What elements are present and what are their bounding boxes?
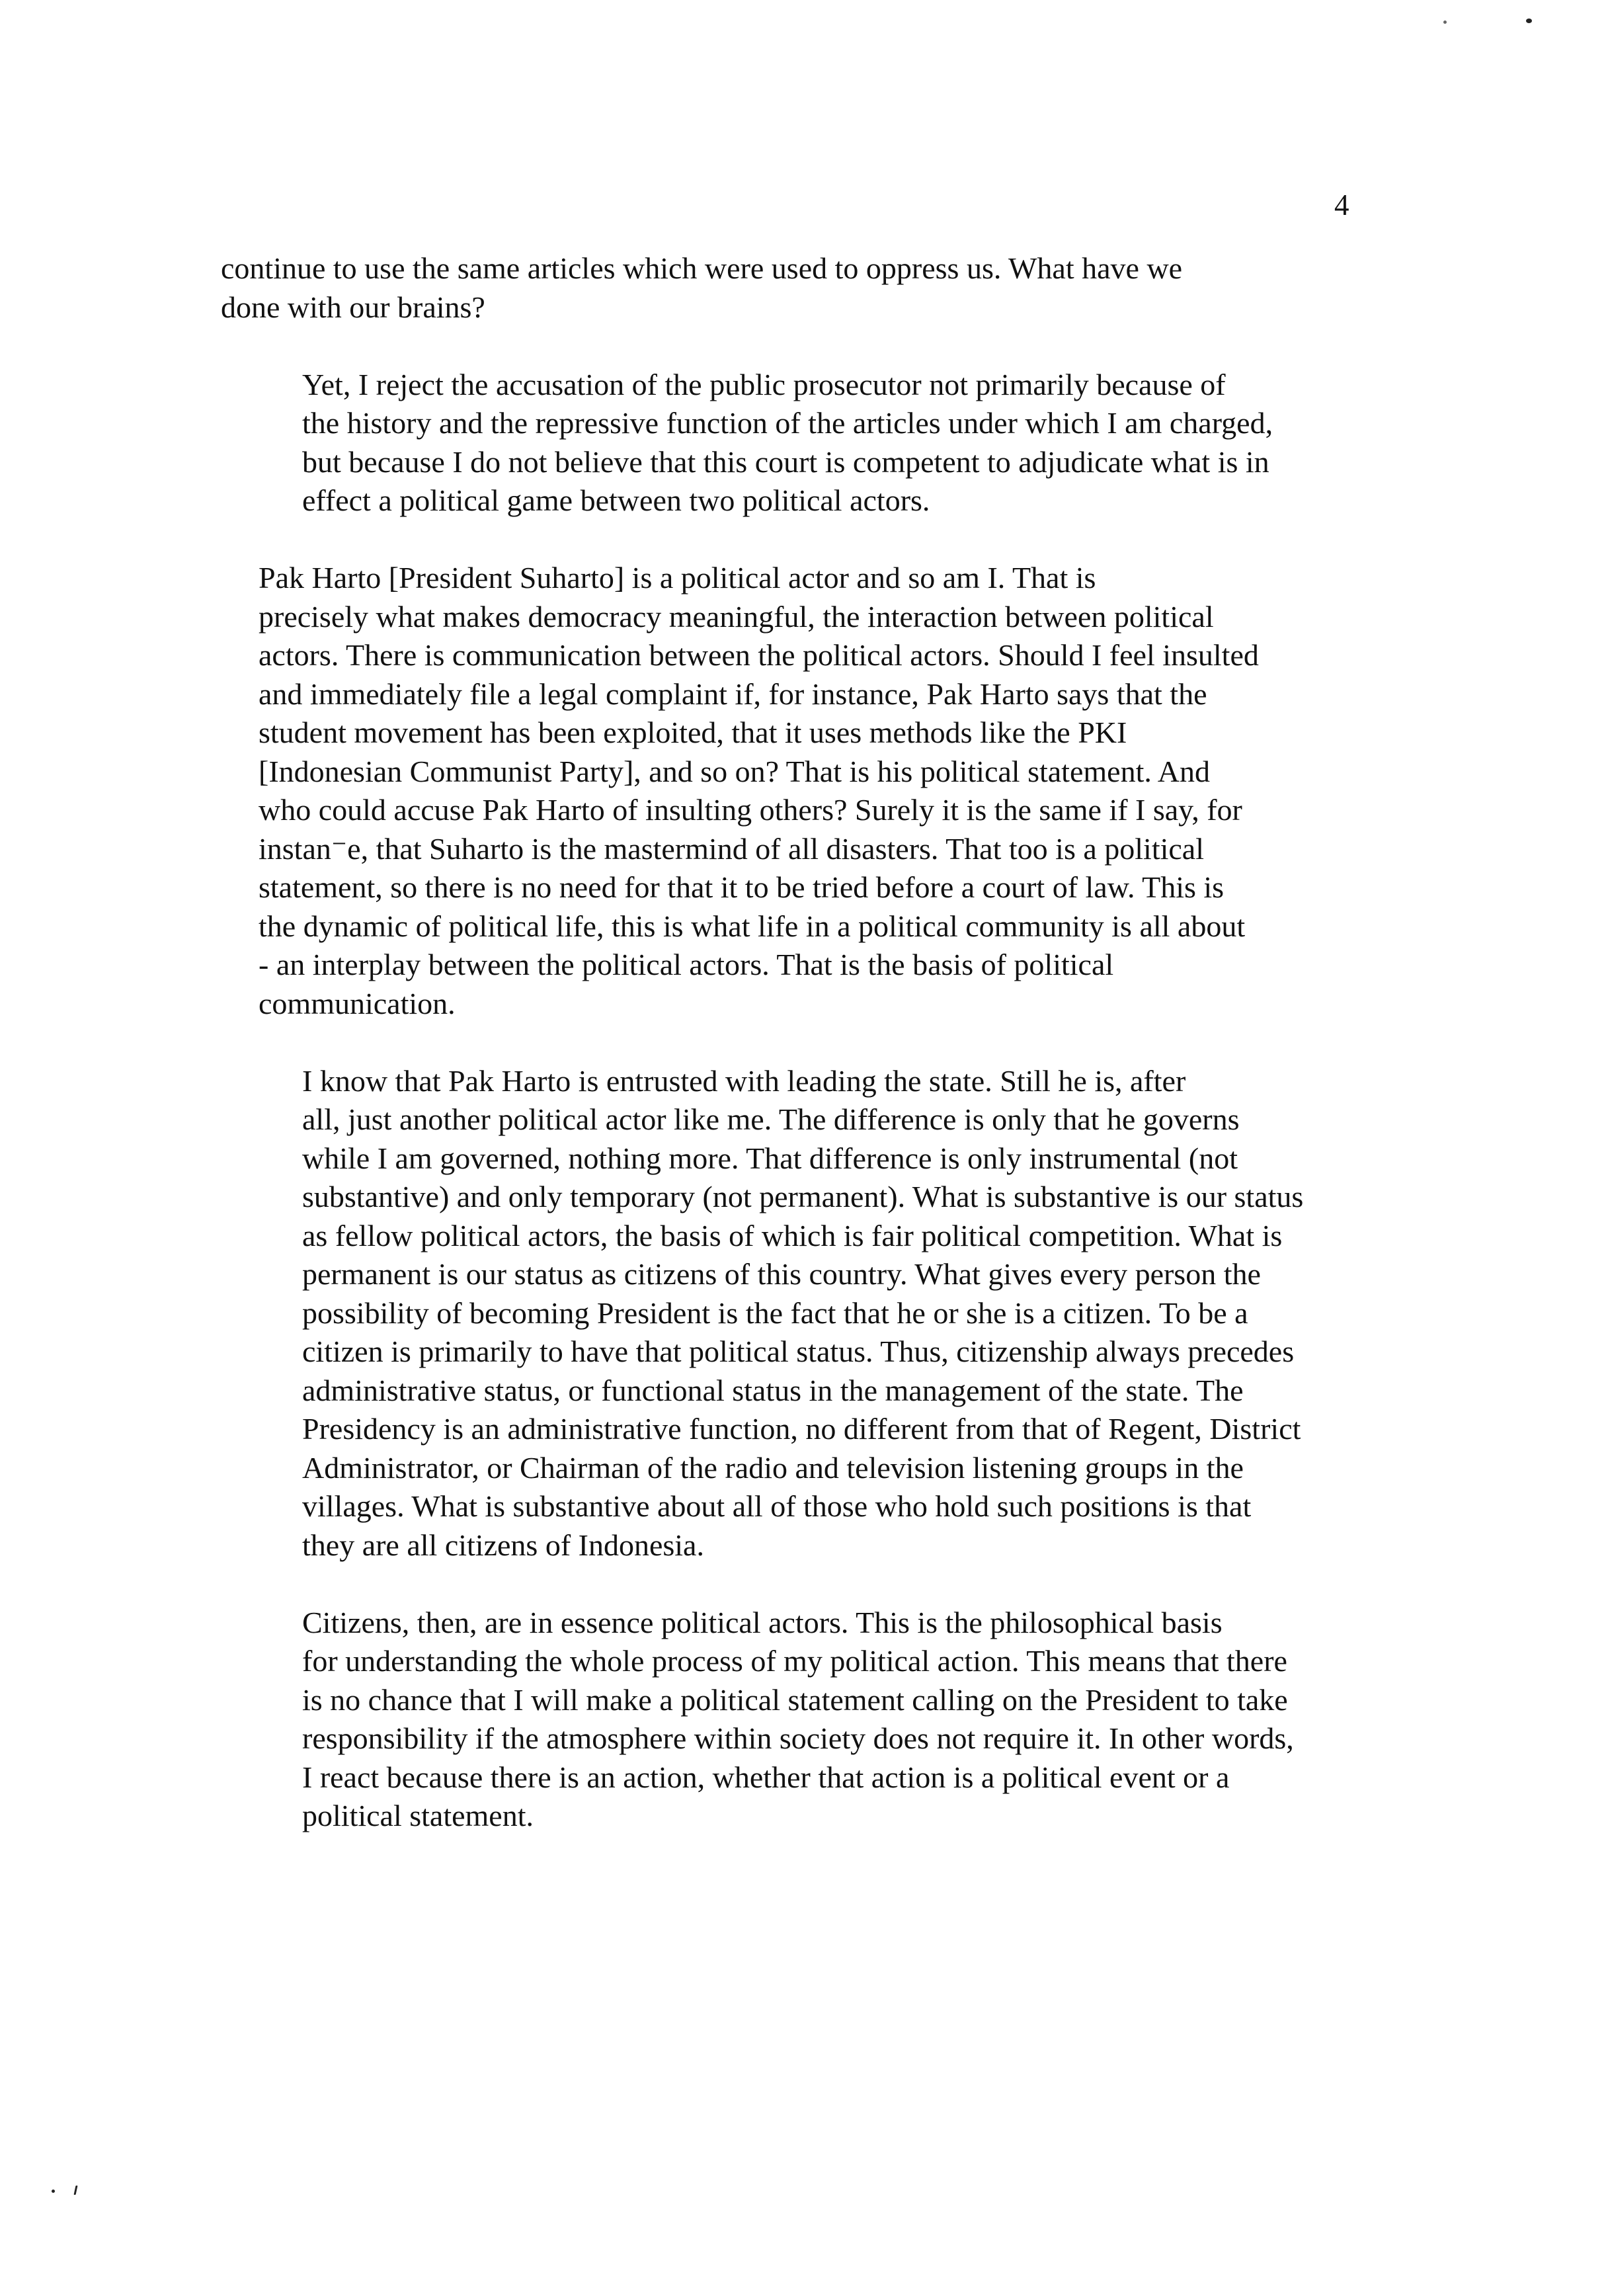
text-line: the dynamic of political life, this is what life in a political community is all about <box>259 909 1246 943</box>
text-line: Yet, I reject the accusation of the public prosecutor not primarily because of <box>302 367 1226 401</box>
scan-speck <box>74 2186 78 2195</box>
scan-speck <box>1526 19 1532 23</box>
text-line: Pak Harto [President Suharto] is a political actor and so am I. That is <box>259 561 1096 594</box>
text-line: I react because there is an action, whether that action is a political event or a <box>302 1760 1230 1794</box>
text-line: for understanding the whole process of my political action. This means that there <box>302 1644 1287 1678</box>
text-line: precisely what makes democracy meaningful, the interaction between political <box>259 599 1214 634</box>
text-line: continue to use the same articles which were used to oppress us. What have we <box>221 251 1183 285</box>
paragraph-political-actor <box>221 559 1411 1023</box>
paragraph-citizenship <box>221 1062 1411 1565</box>
scan-speck <box>52 2190 55 2193</box>
text-line: actors. There is communication between the political actors. Should I feel insulted <box>259 638 1259 672</box>
text-line: student movement has been exploited, that it uses methods like the PKI <box>259 716 1127 749</box>
scan-speck <box>1443 20 1447 24</box>
text-line: - an interplay between the political actors. That is the basis of political <box>259 948 1114 981</box>
text-line: possibility of becoming President is the fact that he or she is a citizen. To be a <box>302 1295 1248 1330</box>
text-line: statement, so there is no need for that it to be tried before a court of law. This is <box>259 870 1225 904</box>
text-line: they are all citizens of Indonesia. <box>302 1528 704 1562</box>
paragraph-accusation <box>221 366 1411 520</box>
paragraph-philosophical-basis <box>221 1604 1411 1836</box>
text-line: done with our brains? <box>221 290 485 324</box>
text-line: responsibility if the atmosphere within society does not require it. In other words, <box>302 1721 1294 1755</box>
text-line: is no chance that I will make a political statement calling on the President to take <box>302 1682 1288 1717</box>
text-line: administrative status, or functional status in the management of the state. The <box>302 1373 1244 1407</box>
document-body <box>221 249 1411 1874</box>
page-number: 4 <box>1334 188 1349 222</box>
text-line: I know that Pak Harto is entrusted with leading the state. Still he is, after <box>302 1063 1186 1098</box>
text-line: who could accuse Pak Harto of insulting others? Surely it is the same if I say, for <box>259 793 1242 827</box>
text-line: while I am governed, nothing more. That difference is only instrumental (not <box>302 1141 1238 1175</box>
paragraph-continued <box>221 249 1411 327</box>
text-line: as fellow political actors, the basis of which is fair political competition. What is <box>302 1218 1283 1252</box>
text-line: substantive) and only temporary (not permanent). What is substantive is our status <box>302 1180 1304 1213</box>
text-line: communication. <box>259 986 456 1020</box>
text-line: [Indonesian Communist Party], and so on? That is his political statement. And <box>259 754 1211 788</box>
text-line: citizen is primarily to have that political status. Thus, citizenship always precedes <box>302 1334 1295 1368</box>
text-line: villages. What is substantive about all of those who hold such positions is that <box>302 1489 1252 1523</box>
text-line: all, just another political actor like me. The difference is only that he governs <box>302 1102 1240 1136</box>
text-line: permanent is our status as citizens of this country. What gives every person the <box>302 1257 1261 1291</box>
text-line: Administrator, or Chairman of the radio and television listening groups in the <box>302 1450 1244 1485</box>
text-line: effect a political game between two political actors. <box>302 483 930 517</box>
text-line: the history and the repressive function of the articles under which I am charged, <box>302 406 1273 440</box>
text-line: and immediately file a legal complaint if, for instance, Pak Harto says that the <box>259 676 1207 711</box>
text-line: but because I do not believe that this court is competent to adjudicate what is in <box>302 444 1269 479</box>
text-line: instan⁻e, that Suharto is the mastermind of all disasters. That too is a political <box>259 831 1204 866</box>
text-line: Presidency is an administrative function, no different from that of Regent, District <box>302 1412 1301 1446</box>
text-line: political statement. <box>302 1799 534 1832</box>
text-line: Citizens, then, are in essence political actors. This is the philosophical basis <box>302 1605 1223 1639</box>
